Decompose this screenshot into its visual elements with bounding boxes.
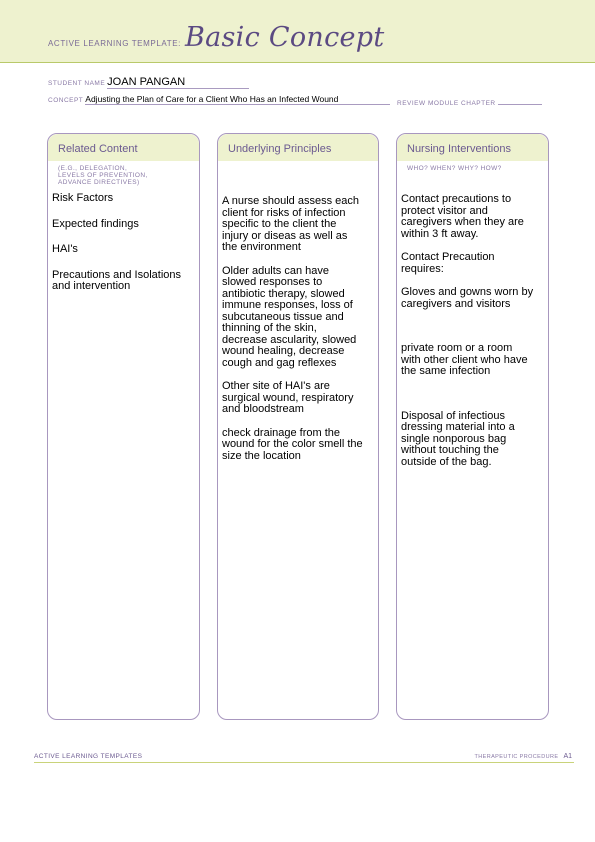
list-item: Gloves and gowns worn by caregivers and visitors xyxy=(401,286,534,310)
list-item: private room or a room with other client who have the same infection xyxy=(401,342,528,377)
review-module-field[interactable] xyxy=(498,97,542,105)
list-item: Older adults can have slowed responses to antibiotic therapy, slowed immune responses, loss of subcutaneous tissue and thinning of the skin, decrease ascularity, slowed wound healing, decrease cough and gag reflexes xyxy=(222,264,357,369)
nursing-interventions-box xyxy=(396,133,549,720)
footer-divider xyxy=(34,762,574,763)
list-item: Precautions and Isolations and intervention xyxy=(52,268,182,292)
list-item: Expected findings xyxy=(52,217,139,230)
footer-category: THERAPEUTIC PROCEDURE xyxy=(474,754,559,760)
underlying-principles-box xyxy=(217,133,379,720)
student-name-field[interactable]: JOAN PANGAN xyxy=(107,76,249,89)
concept-field[interactable]: Adjusting the Plan of Care for a Client Who Has an Infected Wound xyxy=(85,94,390,105)
list-item: check drainage from the wound for the color smell the size the location xyxy=(222,426,363,462)
footer-code: A1 xyxy=(563,753,572,760)
review-module-label: REVIEW MODULE CHAPTER xyxy=(397,100,496,107)
nursing-interventions-hint: WHO? WHEN? WHY? HOW? xyxy=(407,165,502,172)
nursing-interventions-title: Nursing Interventions xyxy=(407,143,511,155)
list-item: Disposal of infectious dressing material into a single nonporous bag without touching the outside of the bag. xyxy=(401,409,515,468)
underlying-principles-body[interactable] xyxy=(218,161,378,462)
list-item: Contact Precaution requires: xyxy=(401,251,495,275)
list-item: Contact precautions to protect visitor and caregivers when they are within 3 ft away. xyxy=(401,193,524,240)
template-heading xyxy=(48,22,385,53)
header-band xyxy=(0,0,595,63)
related-content-body[interactable] xyxy=(48,186,199,293)
list-item: Risk Factors xyxy=(52,192,114,204)
concept-label: CONCEPT xyxy=(48,97,84,104)
concept-row xyxy=(48,94,390,105)
footer-section xyxy=(475,753,572,760)
template-title: Basic Concept xyxy=(184,22,385,53)
template-label: ACTIVE LEARNING TEMPLATE: xyxy=(48,39,181,48)
related-content-box xyxy=(47,133,200,720)
related-content-title: Related Content xyxy=(58,143,138,155)
student-name-row xyxy=(48,76,249,89)
nursing-interventions-header xyxy=(397,134,548,161)
student-name-label: STUDENT NAME xyxy=(48,80,106,87)
list-item: A nurse should assess each client for risks of infection specific to the client the injury or diseas as well as the environment xyxy=(222,195,359,253)
list-item: HAI's xyxy=(52,243,78,255)
related-content-hint: (E.G., DELEGATION, LEVELS OF PREVENTION, ADVANCE DIRECTIVES) xyxy=(58,165,148,186)
list-item: Other site of HAI's are surgical wound, respiratory and bloodstream xyxy=(222,380,354,415)
related-content-header xyxy=(48,134,199,161)
nursing-interventions-body[interactable] xyxy=(397,172,548,468)
underlying-principles-title: Underlying Principles xyxy=(228,143,332,155)
review-module-row xyxy=(397,97,542,107)
footer-title: ACTIVE LEARNING TEMPLATES xyxy=(34,753,143,760)
underlying-principles-header xyxy=(218,134,378,161)
